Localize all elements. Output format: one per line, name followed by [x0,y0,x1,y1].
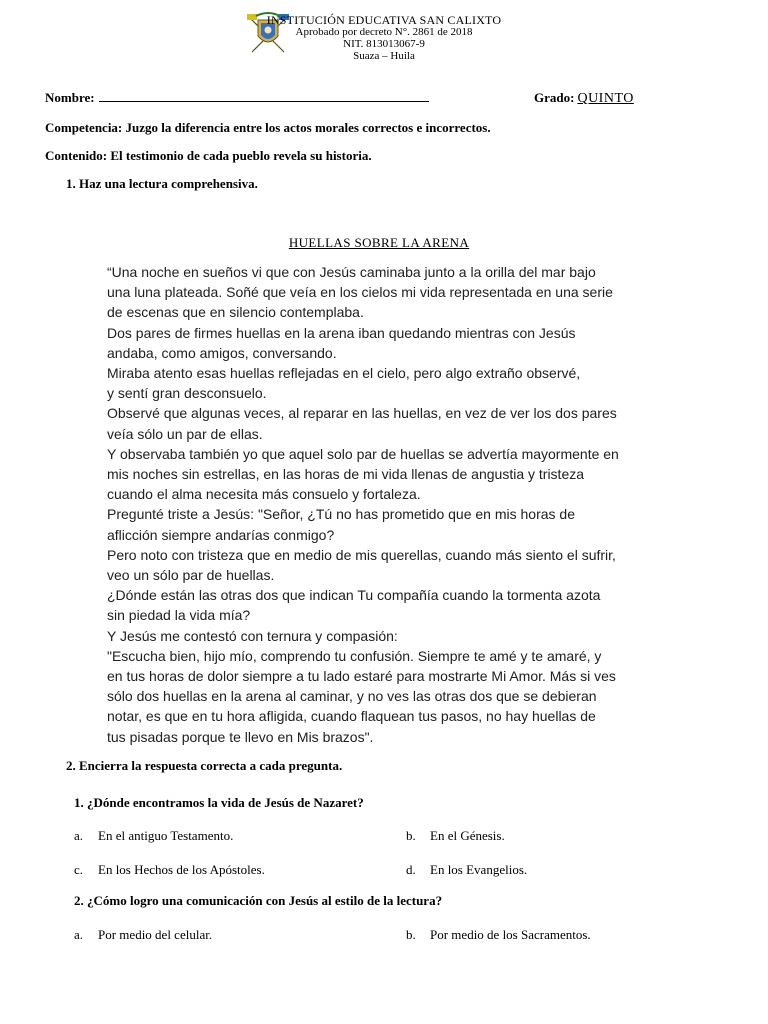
option-letter: b. [406,828,416,843]
option-letter: d. [406,862,416,877]
option-letter: a. [74,927,84,942]
competencia-line: Competencia: Juzgo la diferencia entre los actos morales correctos e incorrectos. [45,120,491,135]
option-letter: b. [406,927,416,942]
instruction-1: 1. Haz una lectura comprehensiva. [66,176,258,191]
option-text: En el antiguo Testamento. [98,828,234,843]
option-letter: a. [74,828,84,843]
option-text: En el Génesis. [430,828,505,843]
reading-title: HUELLAS SOBRE LA ARENA [288,235,470,250]
location-text: Suaza – Huila [353,50,415,62]
reading-line: cuando el alma necesita más consuelo y fortaleza. [107,486,421,503]
reading-line: veo un sólo par de huellas. [107,567,275,584]
institution-name: INSTITUCIÓN EDUCATIVA SAN CALIXTO [266,13,502,27]
nit-text: NIT. 813013067-9 [343,38,425,50]
reading-line: veía sólo un par de ellas. [107,425,263,442]
instruction-2: 2. Encierra la respuesta correcta a cada pregunta. [66,758,343,773]
reading-line: andaba, como amigos, conversando. [107,344,337,361]
question-2-option-b[interactable] [406,927,591,943]
contenido-line: Contenido: El testimonio de cada pueblo revela su historia. [45,148,372,163]
option-text: En los Evangelios. [430,862,528,877]
reading-line: Dos pares de firmes huellas en la arena iban quedando mientras con Jesús [107,324,576,341]
reading-line: Miraba atento esas huellas reflejadas en el cielo, pero algo extraño observé, [107,365,581,382]
reading-line: aflicción siempre andarías conmigo? [107,526,335,543]
reading-line: Y observaba también yo que aquel solo par de huellas se advertía mayormente en [107,445,619,462]
reading-line: sólo dos huellas en la arena al caminar, y no ves las otras dos que se debieran [107,688,597,705]
name-field [45,90,429,106]
grade-label: Grado: [534,90,575,105]
reading-line: una luna plateada. Soñé que veía en los cielos mi vida representada en una serie [107,284,613,301]
reading-line: y sentí gran desconsuelo. [107,385,267,402]
option-letter: c. [74,862,84,877]
name-label: Nombre: [45,90,95,105]
reading-passage [107,262,652,747]
question-1-option-b[interactable] [406,828,505,844]
option-text: En los Hechos de los Apóstoles. [98,862,265,877]
reading-line: “Una noche en sueños vi que con Jesús caminaba junto a la orilla del mar bajo [107,264,596,280]
school-header [0,14,768,62]
reading-line: en tus horas de dolor siempre a tu lado estaré para mostrarte Mi Amor. Más si ves [107,668,616,685]
question-1-title: 1. ¿Dónde encontramos la vida de Jesús de Nazaret? [74,795,364,810]
reading-line: Y Jesús me contestó con ternura y compasión: [107,627,398,644]
option-text: Por medio del celular. [98,927,213,942]
question-2-option-a[interactable] [74,927,212,943]
question-1-option-d[interactable] [406,862,527,878]
name-blank-line[interactable] [99,91,429,102]
reading-line: notar, es que en tu hora afligida, cuando flaquean tus pasos, no hay huellas de [107,708,596,725]
reading-line: tus pisadas porque te llevo en Mis brazos". [107,728,374,745]
reading-line: Observé que algunas veces, al reparar en las huellas, en vez de ver los dos pares [107,405,617,422]
decree-text: Aprobado por decreto N°. 2861 de 2018 [295,26,473,38]
reading-line: de escenas que en silencio contemplaba. [107,304,364,321]
question-1-option-c[interactable] [74,862,265,878]
option-text: Por medio de los Sacramentos. [430,927,591,942]
reading-line: ¿Dónde están las otras dos que indican Tu compañía cuando la tormenta azota [107,587,601,604]
question-2-title: 2. ¿Cómo logro una comunicación con Jesús al estilo de la lectura? [74,893,443,908]
reading-line: mis noches sin estrellas, en las horas de mi vida llenas de angustia y tristeza [107,466,585,483]
question-1-option-a[interactable] [74,828,233,844]
reading-line: sin piedad la vida mía? [107,607,251,624]
reading-line: Pero noto con tristeza que en medio de mis querellas, cuando más siento el sufrir, [107,546,616,563]
reading-line: "Escucha bien, hijo mío, comprendo tu confusión. Siempre te amé y te amaré, y [107,647,602,664]
grade-field [534,90,634,107]
grade-value: QUINTO [577,91,634,106]
reading-line: Pregunté triste a Jesús: "Señor, ¿Tú no has prometido que en mis horas de [107,506,576,523]
